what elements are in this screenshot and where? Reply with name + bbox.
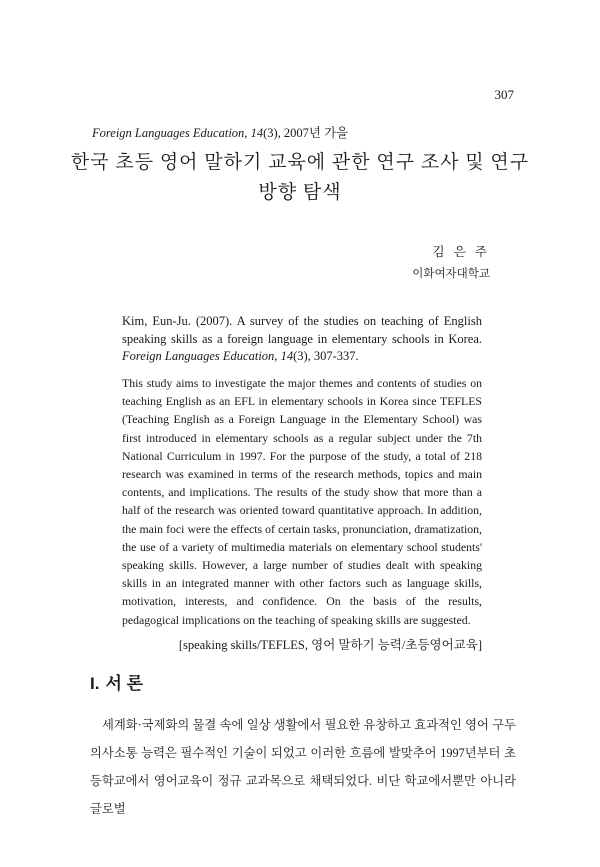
citation xyxy=(122,313,482,366)
abstract: This study aims to investigate the major themes and contents of studies on teaching English as an EFL in elementary schools in Korea since TEFLES (Teaching English as a Foreign Language in the Elementary School) was first introduced in elementary schools as a regular subject under the 7th National Curriculum in 1997. For the purpose of the study, a total of 218 research was examined in terms of the research methods, topics and main contents, and implications. The results of the study show that more than a half of the research was oriented toward quantitative approach. In addition, the main foci were the effects of certain tasks, pronunciation, dramatization, the use of a variety of multimedia materials on elementary school students' speaking skills. However, a large number of studies dealt with speaking skills in an integrated manner with other factors such as language skills, motivation, interests, and confidence. On the basis of the results, pedagogical implications on the teaching of speaking skills are suggested. xyxy=(122,376,482,627)
body-text xyxy=(90,711,516,823)
body-paragraph: 세계화·국제화의 물결 속에 일상 생활에서 필요한 유창하고 효과적인 영어 구두 의사소통 능력은 필수적인 기술이 되었고 이러한 흐름에 발맞추어 1997년부터 초등학교에서 영어교육이 정규 교과목으로 채택되었다. 비단 학교에서뿐만 아니라 글로벌 xyxy=(90,718,516,816)
author-name: 김 은 주 xyxy=(432,245,490,259)
author-affiliation: 이화여자대학교 xyxy=(412,268,490,280)
section-heading xyxy=(90,669,143,694)
keywords: [speaking skills/TEFLES, 영어 말하기 능력/초등영어교육] xyxy=(178,638,482,652)
paper-title xyxy=(60,148,540,208)
citation-suffix: (3), 307-337. xyxy=(293,349,359,363)
citation-volume: 14 xyxy=(280,349,294,363)
citation-prefix: Kim, Eun-Ju. (2007). A survey of the studies on teaching of English speaking skills as a foreign language in elementary schools in Korea. xyxy=(122,314,482,346)
journal-volume: 14 xyxy=(250,126,264,140)
journal-header xyxy=(92,123,348,141)
section-title: 서 론 xyxy=(105,674,144,693)
journal-issue-year: (3), 2007년 가을 xyxy=(263,126,349,140)
journal-name: Foreign Languages Education, xyxy=(92,126,248,140)
title-line-2: 방향 탐색 xyxy=(258,182,342,203)
citation-journal: Foreign Languages Education, xyxy=(122,349,278,363)
section-number: I. xyxy=(90,674,100,693)
title-line-1: 한국 초등 영어 말하기 교육에 관한 연구 조사 및 연구 xyxy=(70,152,530,173)
page-number: 307 xyxy=(494,87,514,102)
